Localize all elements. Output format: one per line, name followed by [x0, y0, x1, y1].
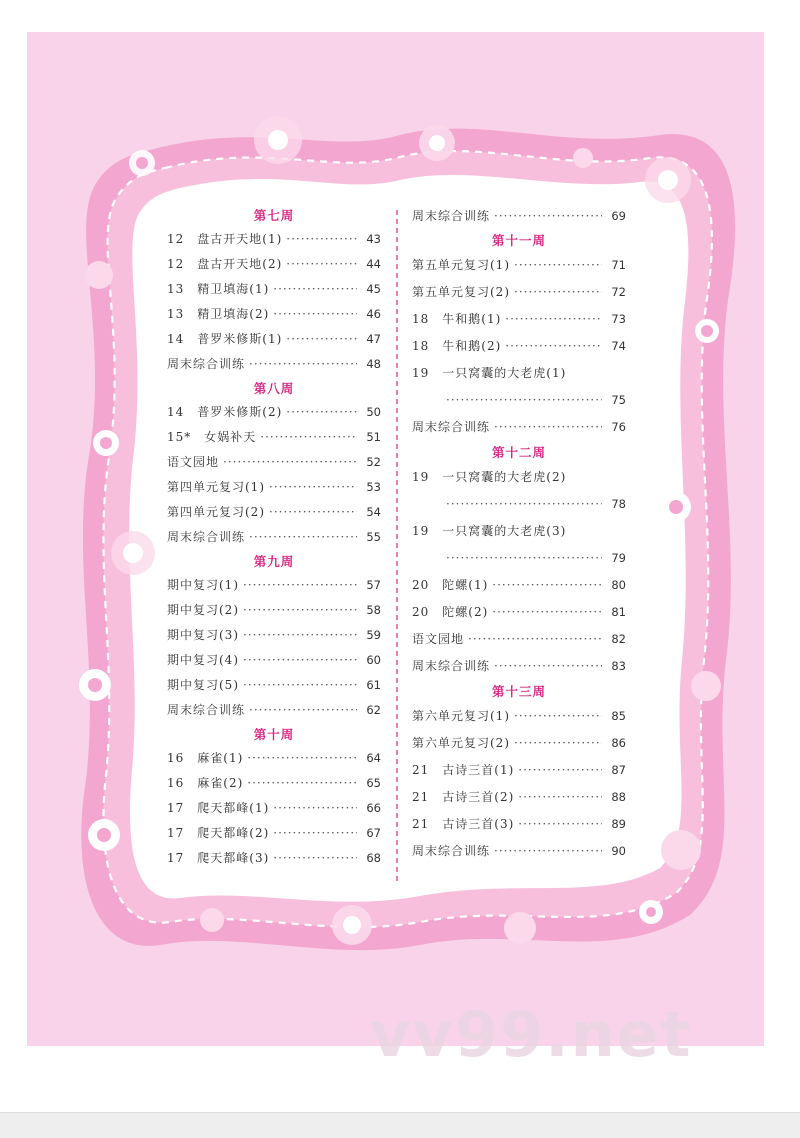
- dot-leader: [518, 784, 602, 811]
- toc-entry-title: 期中复习(5): [167, 678, 239, 692]
- dot-leader: [247, 771, 357, 796]
- dot-leader: [514, 252, 602, 279]
- toc-entry[interactable]: [412, 599, 626, 626]
- toc-entry[interactable]: [412, 626, 626, 653]
- toc-entry-page: 64: [366, 751, 381, 765]
- toc-entry[interactable]: [412, 204, 626, 229]
- toc-entry[interactable]: [167, 623, 381, 648]
- toc-entry-title: 18 牛和鹅(1): [412, 312, 502, 326]
- toc-entry-page: 45: [366, 282, 381, 296]
- dot-leader: [243, 623, 357, 648]
- week-heading: 第八周: [253, 381, 295, 396]
- toc-entry-page: 82: [611, 632, 626, 646]
- toc-entry[interactable]: [412, 279, 626, 306]
- toc-entry[interactable]: [167, 525, 381, 550]
- toc-entry-title: 期中复习(3): [167, 628, 239, 642]
- toc-entry[interactable]: [167, 277, 381, 302]
- toc-entry-title: 19 一只窝囊的大老虎(1): [412, 366, 567, 380]
- toc-entry-page: 47: [366, 332, 381, 346]
- toc-entry[interactable]: [167, 475, 381, 500]
- toc-entry-page: 81: [611, 605, 626, 619]
- toc-entry-title: 第四单元复习(1): [167, 480, 265, 494]
- toc-entry[interactable]: [412, 252, 626, 279]
- dot-leader: [273, 277, 357, 302]
- dot-leader: [286, 327, 357, 352]
- toc-entry-page: 54: [366, 505, 381, 519]
- toc-entry-title: 19 一只窝囊的大老虎(2): [412, 470, 567, 484]
- toc-entry-title: 第五单元复习(1): [412, 258, 510, 272]
- toc-entry[interactable]: [412, 838, 626, 865]
- toc-entry-page: 90: [611, 844, 626, 858]
- toc-entry[interactable]: [167, 425, 381, 450]
- dot-leader: [518, 811, 602, 838]
- toc-entry[interactable]: [412, 757, 626, 784]
- toc-entry-page: 57: [366, 578, 381, 592]
- toc-left-column: [167, 204, 381, 871]
- dot-leader: [273, 796, 357, 821]
- dot-leader: [247, 746, 357, 771]
- dot-leader: [269, 475, 357, 500]
- toc-entry-page: 79: [611, 551, 626, 565]
- toc-entry[interactable]: [412, 360, 626, 387]
- toc-entry-page: 61: [366, 678, 381, 692]
- toc-entry-title: 周末综合训练: [167, 703, 246, 717]
- toc-entry[interactable]: [167, 573, 381, 598]
- toc-entry-title: 语文园地: [167, 455, 220, 469]
- dot-leader: [273, 821, 357, 846]
- dot-leader: [518, 757, 602, 784]
- toc-entry[interactable]: [167, 450, 381, 475]
- toc-entry[interactable]: [167, 698, 381, 723]
- week-heading: 第十二周: [491, 445, 546, 460]
- toc-entry[interactable]: [412, 811, 626, 838]
- dot-leader: [505, 306, 602, 333]
- toc-entry-title: 17 爬天都峰(3): [167, 851, 270, 865]
- toc-entry-title: 17 爬天都峰(1): [167, 801, 270, 815]
- toc-entry-page: 43: [366, 232, 381, 246]
- toc-entry-title: 14 普罗米修斯(2): [167, 405, 283, 419]
- dot-leader: [468, 626, 602, 653]
- dot-leader: [273, 846, 357, 871]
- dot-leader: [243, 648, 357, 673]
- toc-entry-page: 89: [611, 817, 626, 831]
- toc-right-column: [412, 204, 626, 865]
- toc-entry-page: 74: [611, 339, 626, 353]
- toc-entry-title: 16 麻雀(2): [167, 776, 244, 790]
- week-heading: 第九周: [253, 554, 295, 569]
- dot-leader: [505, 333, 602, 360]
- toc-entry-page: 66: [366, 801, 381, 815]
- toc-entry[interactable]: [412, 464, 626, 491]
- dot-leader: [286, 227, 357, 252]
- toc-entry[interactable]: [167, 227, 381, 252]
- toc-entry-title: 第六单元复习(2): [412, 736, 510, 750]
- toc-entry-page: 62: [366, 703, 381, 717]
- toc-entry-page: 59: [366, 628, 381, 642]
- toc-entry-title: 周末综合训练: [412, 209, 491, 223]
- toc-entry-title: 周末综合训练: [412, 844, 491, 858]
- toc-entry[interactable]: [412, 784, 626, 811]
- toc-entry-title: 20 陀螺(2): [412, 605, 489, 619]
- dot-leader: [249, 525, 357, 550]
- toc-entry-title: 期中复习(1): [167, 578, 239, 592]
- toc-entry[interactable]: [412, 730, 626, 757]
- toc-entry-page: 71: [611, 258, 626, 272]
- toc-entry[interactable]: [167, 400, 381, 425]
- dot-leader: [494, 838, 602, 865]
- toc-entry-title: 12 盘古开天地(2): [167, 257, 283, 271]
- toc-entry-page: 58: [366, 603, 381, 617]
- dot-leader: [260, 425, 357, 450]
- week-heading: 第十一周: [491, 233, 546, 248]
- toc-entry-title: 周末综合训练: [412, 659, 491, 673]
- toc-entry-title: 15* 女娲补天: [167, 430, 257, 444]
- toc-entry-page: 52: [366, 455, 381, 469]
- week-heading: 第十三周: [491, 684, 546, 699]
- toc-entry-page: 51: [366, 430, 381, 444]
- week-heading: 第七周: [253, 208, 295, 223]
- toc-entry[interactable]: [167, 252, 381, 277]
- toc-entry-page: 87: [611, 763, 626, 777]
- toc-entry[interactable]: [167, 846, 381, 871]
- dot-leader: [494, 414, 602, 441]
- dot-leader: [494, 204, 602, 229]
- bottom-strip: [0, 1112, 800, 1138]
- toc-entry-page: 68: [366, 851, 381, 865]
- dot-leader: [249, 698, 357, 723]
- toc-entry-page: 78: [611, 497, 626, 511]
- toc-entry-title: 21 古诗三首(2): [412, 790, 515, 804]
- toc-entry-page: 55: [366, 530, 381, 544]
- toc-entry[interactable]: [167, 598, 381, 623]
- dot-leader: [286, 400, 357, 425]
- toc-entry-title: 13 精卫填海(2): [167, 307, 270, 321]
- toc-entry-title: 13 精卫填海(1): [167, 282, 270, 296]
- toc-entry-page: 80: [611, 578, 626, 592]
- toc-entry[interactable]: [412, 545, 626, 572]
- toc-entry-page: 44: [366, 257, 381, 271]
- toc-entry-title: 第六单元复习(1): [412, 709, 510, 723]
- dot-leader: [243, 573, 357, 598]
- dot-leader: [446, 545, 602, 572]
- dot-leader: [514, 703, 602, 730]
- dot-leader: [446, 387, 602, 414]
- toc-entry-page: 46: [366, 307, 381, 321]
- toc-entry[interactable]: [167, 327, 381, 352]
- dot-leader: [492, 599, 602, 626]
- toc-entry-page: 53: [366, 480, 381, 494]
- toc-entry[interactable]: [412, 414, 626, 441]
- toc-entry[interactable]: [167, 352, 381, 377]
- watermark: vv99.net: [370, 998, 693, 1071]
- dot-leader: [492, 572, 602, 599]
- toc-entry-title: 21 古诗三首(3): [412, 817, 515, 831]
- dot-leader: [269, 500, 357, 525]
- toc-entry-page: 73: [611, 312, 626, 326]
- dot-leader: [243, 598, 357, 623]
- toc-entry-title: 19 一只窝囊的大老虎(3): [412, 524, 567, 538]
- toc-entry[interactable]: [412, 572, 626, 599]
- toc-entry-page: 60: [366, 653, 381, 667]
- toc-entry-title: 17 爬天都峰(2): [167, 826, 270, 840]
- toc-entry-title: 21 古诗三首(1): [412, 763, 515, 777]
- dot-leader: [514, 279, 602, 306]
- toc-entry[interactable]: [412, 703, 626, 730]
- dot-leader: [514, 730, 602, 757]
- toc-entry[interactable]: [167, 821, 381, 846]
- toc-entry-title: 12 盘古开天地(1): [167, 232, 283, 246]
- toc-entry-title: 周末综合训练: [167, 357, 246, 371]
- toc-entry-title: 16 麻雀(1): [167, 751, 244, 765]
- dot-leader: [494, 653, 602, 680]
- toc-entry[interactable]: [412, 653, 626, 680]
- toc-entry-title: 期中复习(4): [167, 653, 239, 667]
- toc-entry-page: 75: [611, 393, 626, 407]
- toc-entry[interactable]: [167, 771, 381, 796]
- toc-entry[interactable]: [167, 796, 381, 821]
- toc-entry-title: 周末综合训练: [412, 420, 491, 434]
- toc-entry-title: 20 陀螺(1): [412, 578, 489, 592]
- toc-entry-page: 72: [611, 285, 626, 299]
- dot-leader: [223, 450, 357, 475]
- toc-entry-page: 83: [611, 659, 626, 673]
- dot-leader: [286, 252, 357, 277]
- toc-entry[interactable]: [167, 673, 381, 698]
- toc-entry[interactable]: [412, 518, 626, 545]
- toc-entry[interactable]: [412, 306, 626, 333]
- toc-entry[interactable]: [412, 387, 626, 414]
- dot-leader: [273, 302, 357, 327]
- toc-entry-page: 85: [611, 709, 626, 723]
- toc-entry[interactable]: [167, 746, 381, 771]
- dot-leader: [243, 673, 357, 698]
- toc-entry-page: 69: [611, 209, 626, 223]
- toc-entry-page: 76: [611, 420, 626, 434]
- toc-entry-title: 18 牛和鹅(2): [412, 339, 502, 353]
- toc-entry-title: 期中复习(2): [167, 603, 239, 617]
- toc-entry[interactable]: [167, 500, 381, 525]
- toc-entry-page: 67: [366, 826, 381, 840]
- toc-entry-page: 48: [366, 357, 381, 371]
- week-heading: 第十周: [253, 727, 295, 742]
- dot-leader: [249, 352, 357, 377]
- toc-entry-page: 50: [366, 405, 381, 419]
- toc-entry[interactable]: [167, 302, 381, 327]
- toc-entry[interactable]: [167, 648, 381, 673]
- toc-entry-page: 88: [611, 790, 626, 804]
- toc-entry-title: 周末综合训练: [167, 530, 246, 544]
- toc-entry-title: 第四单元复习(2): [167, 505, 265, 519]
- toc-entry[interactable]: [412, 333, 626, 360]
- toc-entry-page: 86: [611, 736, 626, 750]
- dot-leader: [446, 491, 602, 518]
- toc-entry-title: 14 普罗米修斯(1): [167, 332, 283, 346]
- toc-entry-page: 65: [366, 776, 381, 790]
- toc-entry-title: 第五单元复习(2): [412, 285, 510, 299]
- toc-entry[interactable]: [412, 491, 626, 518]
- toc-entry-title: 语文园地: [412, 632, 465, 646]
